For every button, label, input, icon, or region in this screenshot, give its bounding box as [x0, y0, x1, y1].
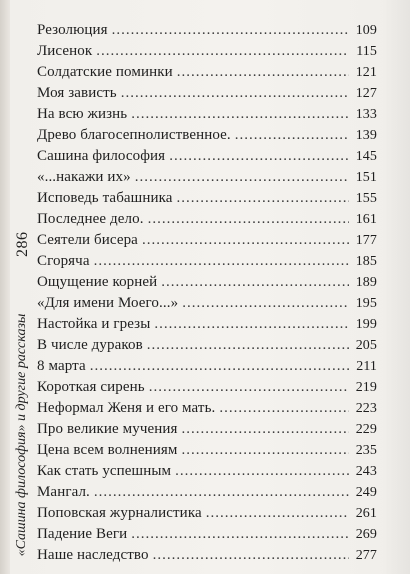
toc-entry	[37, 146, 377, 167]
toc-leader-dots	[112, 20, 349, 41]
toc-leader-dots	[131, 104, 349, 125]
toc-entry	[37, 83, 377, 104]
toc-leader-dots	[235, 125, 349, 146]
toc-entry-title: Резолюция	[37, 22, 108, 38]
toc-entry	[37, 125, 377, 146]
toc-entry-title: Поповская журналистика	[37, 505, 202, 521]
toc-entry-page: 121	[355, 65, 377, 80]
toc-entry-title: Неформал Женя и его мать.	[37, 400, 216, 416]
toc-entry-page: 243	[355, 464, 377, 479]
toc-leader-dots	[153, 545, 349, 566]
toc-entry	[37, 524, 377, 545]
toc-leader-dots	[161, 272, 349, 293]
toc-leader-dots	[177, 188, 349, 209]
toc-entry-title: Падение Веги	[37, 526, 128, 542]
toc-entry-title: Цена всем волнениям	[37, 442, 178, 458]
toc-entry-title: Лисенок	[37, 43, 93, 59]
toc-entry-page: 195	[355, 296, 377, 311]
toc-leader-dots	[94, 482, 349, 503]
toc-entry-page: 249	[355, 485, 377, 500]
toc-entry	[37, 20, 377, 41]
toc-entry	[37, 209, 377, 230]
toc-leader-dots	[182, 419, 349, 440]
toc-entry	[37, 293, 377, 314]
toc-entry-title: На всю жизнь	[37, 106, 128, 122]
toc-entry	[37, 188, 377, 209]
toc-entry-title: Сеятели бисера	[37, 232, 138, 248]
toc-leader-dots	[169, 146, 349, 167]
toc-entry-title: Последнее дело.	[37, 211, 144, 227]
toc-entry	[37, 335, 377, 356]
toc-entry-title: Древо благосепнолиственное.	[37, 127, 231, 143]
toc-entry	[37, 398, 377, 419]
toc-entry-title: Ощущение корней	[37, 274, 158, 290]
running-title: «Сашина философия» и другие рассказы	[14, 313, 29, 557]
toc-entry-title: Исповедь табашника	[37, 190, 173, 206]
toc-entry-page: 185	[355, 254, 377, 269]
toc-entry-page: 235	[355, 443, 377, 458]
toc-leader-dots	[148, 209, 349, 230]
toc-leader-dots	[175, 461, 349, 482]
toc-entry-page: 155	[355, 191, 377, 206]
toc-entry-page: 133	[355, 107, 377, 122]
toc-entry-title: Сашина философия	[37, 148, 166, 164]
toc-entry	[37, 545, 377, 566]
toc-entry	[37, 482, 377, 503]
toc-entry-title: Солдатские поминки	[37, 64, 173, 80]
toc-entry-page: 199	[355, 317, 377, 332]
toc-entry-page: 269	[355, 527, 377, 542]
toc-leader-dots	[177, 62, 349, 83]
page-edge-shadow	[382, 0, 410, 574]
toc-entry	[37, 272, 377, 293]
page-spine-shadow	[0, 0, 10, 574]
toc-entry-page: 139	[355, 128, 377, 143]
toc-entry	[37, 230, 377, 251]
toc-entry	[37, 419, 377, 440]
toc-entry-title: Короткая сирень	[37, 379, 145, 395]
toc-entry-title: «Для имени Моего...»	[37, 295, 179, 311]
toc-entry	[37, 461, 377, 482]
toc-entry	[37, 62, 377, 83]
toc-entry-title: Как стать успешным	[37, 463, 172, 479]
toc-entry	[37, 440, 377, 461]
toc-leader-dots	[131, 524, 349, 545]
toc-entry-page: 261	[355, 506, 377, 521]
toc-leader-dots	[142, 230, 349, 251]
toc-leader-dots	[135, 167, 349, 188]
toc-entry-page: 115	[356, 44, 377, 59]
toc-entry	[37, 167, 377, 188]
toc-entry-title: Мангал.	[37, 484, 90, 500]
toc-entry	[37, 377, 377, 398]
toc-leader-dots	[147, 335, 349, 356]
toc-entry-page: 205	[355, 338, 377, 353]
toc-entry-page: 223	[355, 401, 377, 416]
toc-leader-dots	[96, 41, 349, 62]
toc-leader-dots	[90, 356, 349, 377]
table-of-contents	[37, 20, 377, 566]
toc-leader-dots	[181, 440, 349, 461]
toc-entry-page: 211	[356, 359, 377, 374]
toc-entry-page: 109	[355, 23, 377, 38]
toc-entry-page: 189	[355, 275, 377, 290]
toc-entry	[37, 356, 377, 377]
toc-leader-dots	[154, 314, 349, 335]
toc-entry	[37, 251, 377, 272]
toc-entry-page: 127	[355, 86, 377, 101]
toc-entry-title: Настойка и грезы	[37, 316, 151, 332]
toc-entry-page: 229	[355, 422, 377, 437]
toc-leader-dots	[149, 377, 349, 398]
toc-entry-page: 161	[355, 212, 377, 227]
toc-entry-title: 8 марта	[37, 358, 86, 374]
toc-entry-title: «...накажи их»	[37, 169, 131, 185]
toc-leader-dots	[94, 251, 349, 272]
toc-entry	[37, 104, 377, 125]
toc-leader-dots	[219, 398, 349, 419]
toc-entry-page: 177	[355, 233, 377, 248]
toc-entry	[37, 503, 377, 524]
toc-leader-dots	[206, 503, 349, 524]
toc-entry-title: Сгоряча	[37, 253, 90, 269]
toc-leader-dots	[182, 293, 349, 314]
toc-entry	[37, 41, 377, 62]
toc-entry-title: Наше наследство	[37, 547, 149, 563]
toc-entry-page: 219	[355, 380, 377, 395]
toc-entry-title: Про великие мучения	[37, 421, 178, 437]
toc-entry-page: 151	[355, 170, 377, 185]
toc-entry	[37, 314, 377, 335]
toc-leader-dots	[121, 83, 349, 104]
toc-entry-title: Моя зависть	[37, 85, 117, 101]
toc-entry-title: В числе дураков	[37, 337, 143, 353]
side-margin	[12, 231, 34, 567]
toc-entry-page: 277	[355, 548, 377, 563]
page-number: 286	[14, 231, 31, 257]
toc-entry-page: 145	[355, 149, 377, 164]
